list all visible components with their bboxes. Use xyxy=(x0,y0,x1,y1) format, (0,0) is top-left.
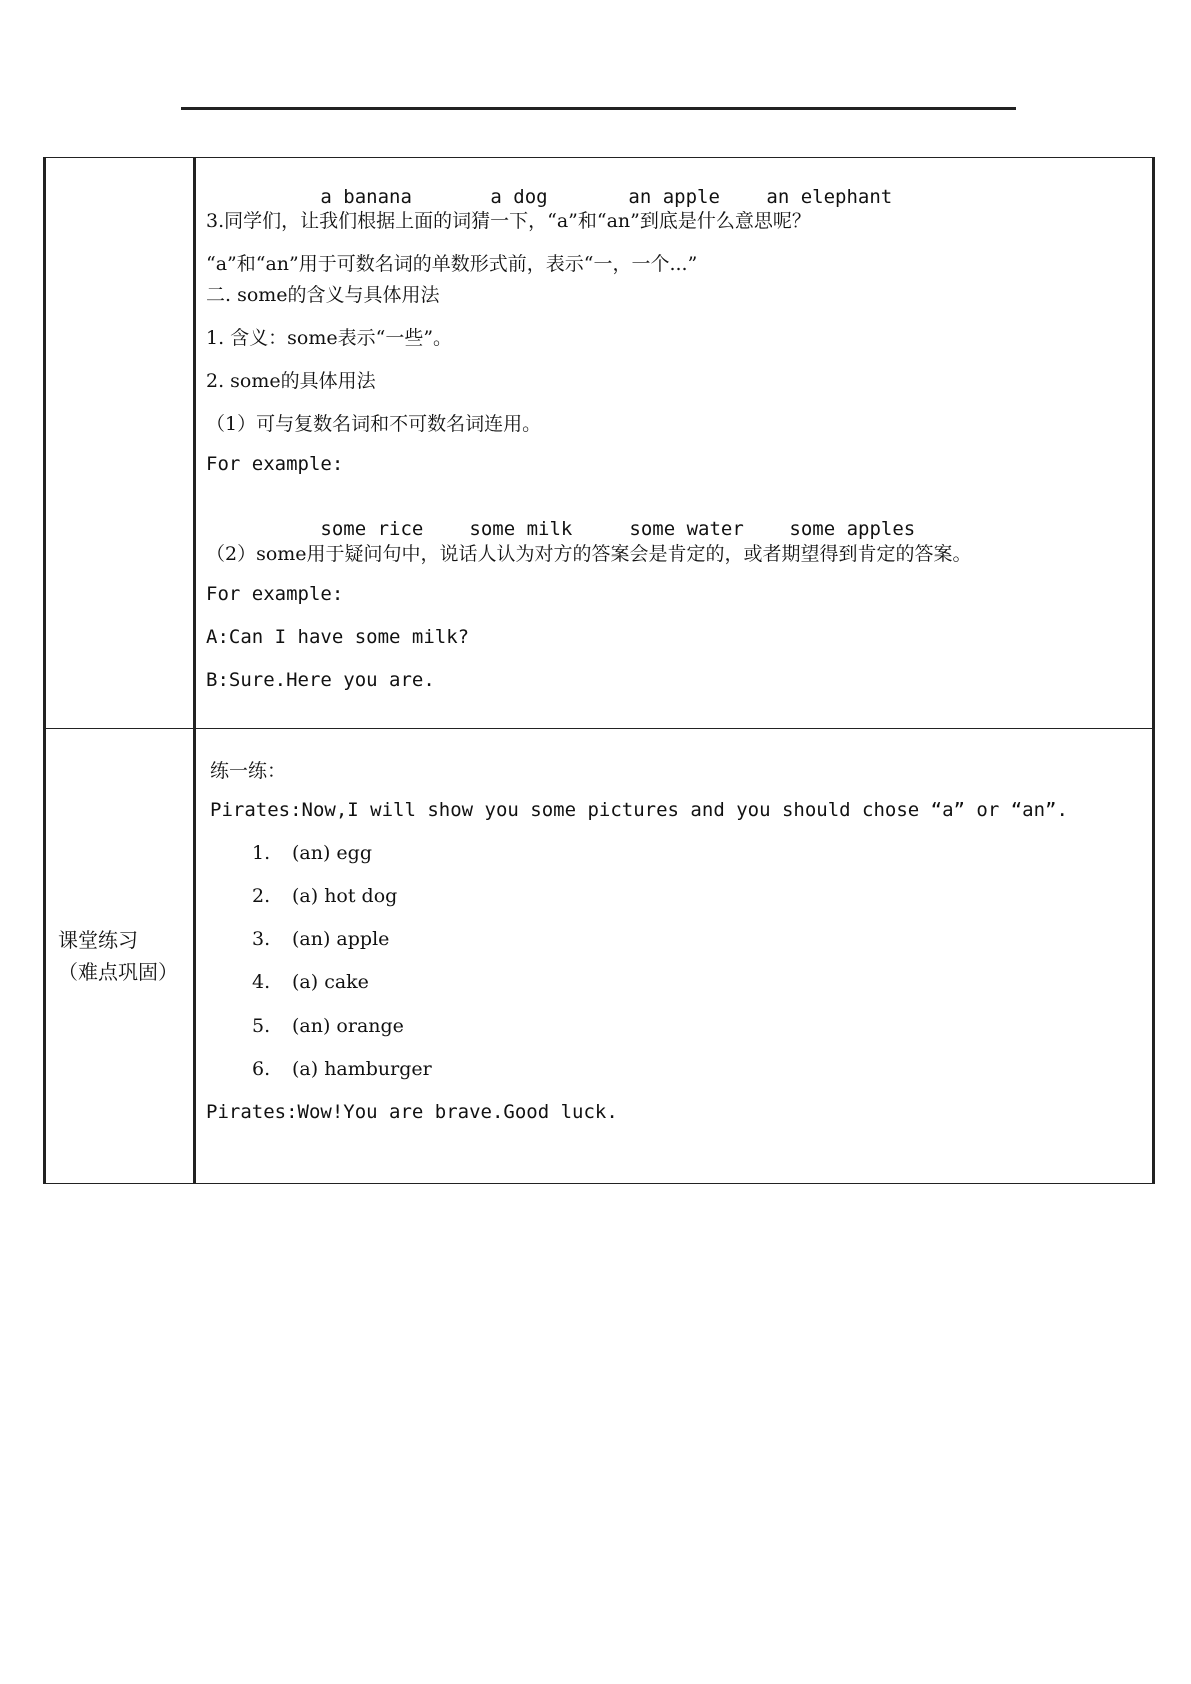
exercise-item: 3. (an) apple xyxy=(252,928,390,950)
row-label-line: 课堂练习 xyxy=(58,928,138,952)
table-row xyxy=(45,729,1154,1184)
usage-2-text: （2）some用于疑问句中，说话人认为对方的答案会是肯定的，或者期望得到肯定的答案。 xyxy=(206,543,972,565)
word-item: an apple xyxy=(628,186,720,208)
dialog-line-a: A:Can I have some milk? xyxy=(206,626,470,648)
example-label: For example: xyxy=(206,453,344,475)
exercise-closing: Pirates:Wow!You are brave.Good luck. xyxy=(206,1101,618,1123)
word-item: an elephant xyxy=(766,186,893,208)
table-row xyxy=(45,158,1154,729)
meaning-text: 1. 含义：some表示“一些”。 xyxy=(206,327,453,349)
exercise-item: 1. (an) egg xyxy=(252,842,372,864)
exercise-intro: Pirates:Now,I will show you some pictures and you should chose “a” or “an”. xyxy=(210,799,1068,821)
section-heading: 二. some的含义与具体用法 xyxy=(206,284,440,306)
content-cell xyxy=(195,158,1154,729)
exercise-item: 5. (an) orange xyxy=(252,1015,404,1037)
exercise-cell xyxy=(195,729,1154,1184)
example-item: some apples xyxy=(789,518,916,540)
word-item: a dog xyxy=(490,186,548,208)
exercise-item: 6. (a) hamburger xyxy=(252,1058,432,1080)
question-3: 3.同学们，让我们根据上面的词猜一下，“a”和“an”到底是什么意思呢？ xyxy=(206,210,811,232)
left-cell-empty xyxy=(45,158,195,729)
exercise-item: 2. (a) hot dog xyxy=(252,885,398,907)
usage-1-text: （1）可与复数名词和不可数名词连用。 xyxy=(206,413,542,435)
usage-heading: 2. some的具体用法 xyxy=(206,370,376,392)
word-item: a banana xyxy=(320,186,412,208)
lesson-table xyxy=(43,157,1155,1184)
exercise-title: 练一练： xyxy=(210,760,287,782)
row-label xyxy=(46,924,193,988)
example-item: some rice xyxy=(320,518,424,540)
example-label: For example: xyxy=(206,583,344,605)
row-label-line: （难点巩固） xyxy=(58,960,178,984)
row-label-cell xyxy=(45,729,195,1184)
answer-text: “a”和“an”用于可数名词的单数形式前，表示“一，一个...” xyxy=(206,253,698,275)
dialog-line-b: B:Sure.Here you are. xyxy=(206,669,435,691)
header-rule xyxy=(181,107,1016,110)
example-item: some water xyxy=(629,518,744,540)
exercise-item: 4. (a) cake xyxy=(252,971,369,993)
example-item: some milk xyxy=(469,518,573,540)
